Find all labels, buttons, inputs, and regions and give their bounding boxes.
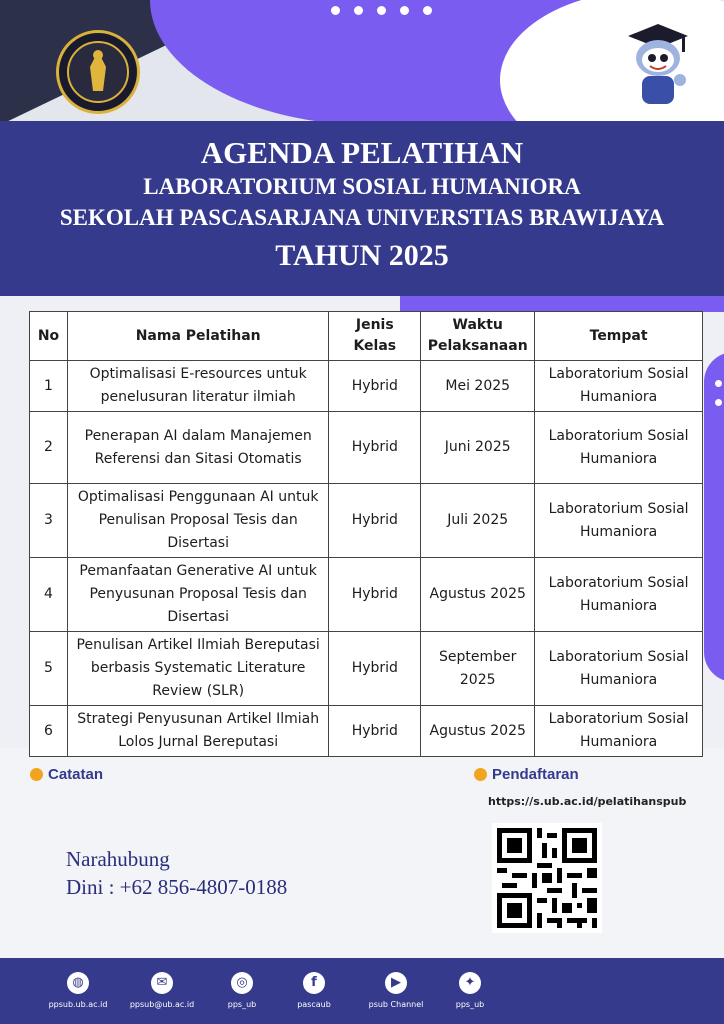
social-label: psub Channel (368, 1000, 424, 1009)
social-label: pps_ub (455, 1000, 485, 1009)
cell-tempat: Laboratorium Sosial Humaniora (535, 412, 703, 484)
contact-block (66, 845, 287, 901)
social-label: pps_ub (227, 1000, 257, 1009)
cell-waktu: Juli 2025 (421, 484, 535, 558)
cell-tempat: Laboratorium Sosial Humaniora (535, 706, 703, 757)
social-label: ppsub@ub.ac.id (129, 1000, 195, 1009)
qr-code[interactable] (492, 823, 602, 933)
table-row (30, 484, 703, 558)
table-row (30, 632, 703, 706)
training-agenda-table (29, 311, 703, 757)
twitter-icon: ✦ (459, 972, 481, 994)
social-website[interactable] (38, 972, 118, 1009)
cell-jenis: Hybrid (329, 558, 421, 632)
cell-jenis: Hybrid (329, 361, 421, 412)
table-row (30, 412, 703, 484)
youtube-icon: ▶ (385, 972, 407, 994)
table-row (30, 361, 703, 412)
cell-jenis: Hybrid (329, 632, 421, 706)
cell-tempat: Laboratorium Sosial Humaniora (535, 558, 703, 632)
contact-phone: Dini : +62 856-4807-0188 (66, 875, 288, 899)
cell-no: 5 (30, 632, 68, 706)
cell-tempat: Laboratorium Sosial Humaniora (535, 361, 703, 412)
table-row (30, 558, 703, 632)
pendaftaran-text: Pendaftaran (492, 766, 579, 783)
cell-jenis: Hybrid (329, 706, 421, 757)
cell-waktu: Mei 2025 (421, 361, 535, 412)
cell-tempat: Laboratorium Sosial Humaniora (535, 484, 703, 558)
cell-waktu: Agustus 2025 (421, 706, 535, 757)
title-banner (0, 121, 724, 296)
mail-icon: ✉ (151, 972, 173, 994)
cell-waktu: Agustus 2025 (421, 558, 535, 632)
side-decorative-dots (715, 380, 722, 418)
social-facebook[interactable] (274, 972, 354, 1009)
cell-nama: Strategi Penyusunan Artikel Ilmiah Lolos Jurnal Bereputasi (67, 706, 328, 757)
contact-label: Narahubung (66, 847, 170, 871)
catatan-label (30, 766, 103, 783)
table-header-row (30, 312, 703, 361)
cell-waktu: September 2025 (421, 632, 535, 706)
social-twitter[interactable] (430, 972, 510, 1009)
social-label: ppsub.ub.ac.id (48, 1000, 108, 1009)
registration-link[interactable]: https://s.ub.ac.id/pelatihanspub (488, 795, 687, 808)
header-tempat: Tempat (535, 312, 703, 361)
instagram-icon: ◎ (231, 972, 253, 994)
header-no: No (30, 312, 68, 361)
social-label: pascaub (297, 1000, 331, 1009)
cell-no: 4 (30, 558, 68, 632)
cell-nama: Optimalisasi E-resources untuk penelusuran literatur ilmiah (67, 361, 328, 412)
social-instagram[interactable] (202, 972, 282, 1009)
cell-nama: Pemanfaatan Generative AI untuk Penyusunan Proposal Tesis dan Disertasi (67, 558, 328, 632)
catatan-text: Catatan (48, 766, 104, 783)
cell-jenis: Hybrid (329, 412, 421, 484)
pendaftaran-label (474, 766, 579, 783)
cell-no: 2 (30, 412, 68, 484)
table-row (30, 706, 703, 757)
cell-no: 6 (30, 706, 68, 757)
accent-stripe (400, 296, 724, 312)
decorative-dots (331, 6, 432, 15)
page-title: AGENDA PELATIHAN (200, 135, 524, 170)
school-subtitle: SEKOLAH PASCASARJANA UNIVERSTIAS BRAWIJAYA (59, 205, 665, 230)
university-seal-icon (56, 30, 140, 114)
cell-tempat: Laboratorium Sosial Humaniora (535, 632, 703, 706)
cell-waktu: Juni 2025 (421, 412, 535, 484)
bullet-icon (474, 768, 487, 781)
mascot-graduate-icon (620, 20, 696, 112)
header-nama: Nama Pelatihan (67, 312, 328, 361)
lab-subtitle: LABORATORIUM SOSIAL HUMANIORA (143, 174, 581, 199)
bullet-icon (30, 768, 43, 781)
header-jenis: Jenis Kelas (329, 312, 421, 361)
cell-nama: Penulisan Artikel Ilmiah Bereputasi berbasis Systematic Literature Review (SLR) (67, 632, 328, 706)
cell-nama: Optimalisasi Penggunaan AI untuk Penulisan Proposal Tesis dan Disertasi (67, 484, 328, 558)
social-youtube[interactable] (356, 972, 436, 1009)
header-waktu: Waktu Pelaksanaan (421, 312, 535, 361)
cell-no: 1 (30, 361, 68, 412)
globe-icon: ◍ (67, 972, 89, 994)
cell-no: 3 (30, 484, 68, 558)
cell-jenis: Hybrid (329, 484, 421, 558)
social-email[interactable] (122, 972, 202, 1009)
year-title: TAHUN 2025 (275, 239, 449, 272)
cell-nama: Penerapan AI dalam Manajemen Referensi dan Sitasi Otomatis (67, 412, 328, 484)
facebook-icon: f (303, 972, 325, 994)
